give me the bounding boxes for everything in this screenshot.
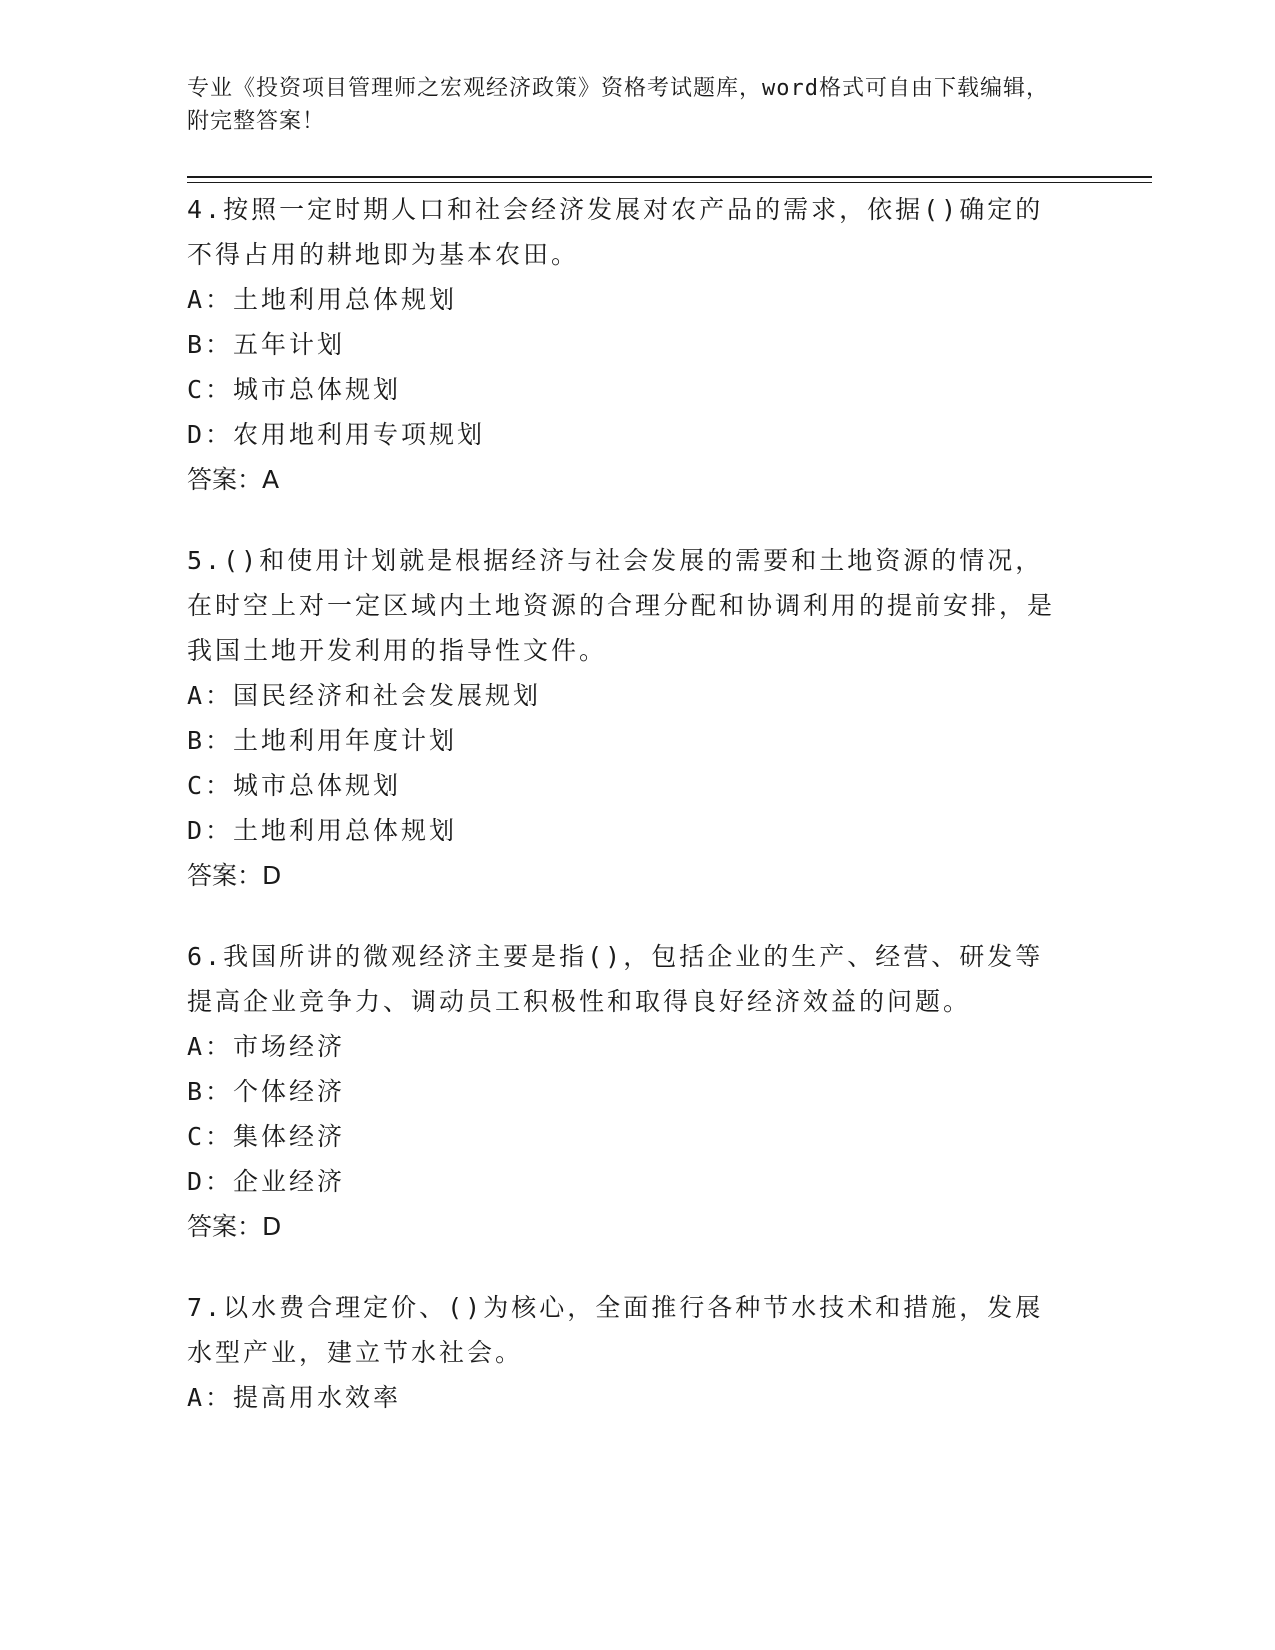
header-divider-thin xyxy=(187,182,1152,183)
option-c: C：集体经济 xyxy=(187,1122,346,1151)
question-list xyxy=(187,187,1067,1456)
question-stem: 4.按照一定时期人口和社会经济发展对农产品的需求，依据()确定的不得占用的耕地即为基本农田。 xyxy=(187,195,1044,269)
answer-label: 答案：A xyxy=(187,465,280,494)
question-4 xyxy=(187,187,1067,502)
option-c: C：城市总体规划 xyxy=(187,375,402,404)
option-c: C：城市总体规划 xyxy=(187,771,402,800)
question-stem: 7.以水费合理定价、()为核心，全面推行各种节水技术和措施，发展水型产业，建立节水社会。 xyxy=(187,1293,1044,1367)
header-divider-thick xyxy=(187,176,1152,178)
option-a: A：国民经济和社会发展规划 xyxy=(187,681,542,710)
question-6 xyxy=(187,934,1067,1249)
option-d: D：企业经济 xyxy=(187,1167,346,1196)
option-d: D：农用地利用专项规划 xyxy=(187,420,486,449)
question-stem: 6.我国所讲的微观经济主要是指()，包括企业的生产、经营、研发等提高企业竞争力、调动员工积极性和取得良好经济效益的问题。 xyxy=(187,942,1044,1016)
question-stem: 5.()和使用计划就是根据经济与社会发展的需要和土地资源的情况，在时空上对一定区域内土地资源的合理分配和协调利用的提前安排，是我国土地开发利用的指导性文件。 xyxy=(187,546,1056,665)
answer-label: 答案：D xyxy=(187,1212,282,1241)
option-b: B：土地利用年度计划 xyxy=(187,726,458,755)
option-d: D：土地利用总体规划 xyxy=(187,816,458,845)
answer-label: 答案：D xyxy=(187,861,282,890)
document-header: 专业《投资项目管理师之宏观经济政策》资格考试题库，word格式可自由下载编辑，附完整答案！ xyxy=(187,76,1049,134)
option-a: A：市场经济 xyxy=(187,1032,346,1061)
option-b: B：五年计划 xyxy=(187,330,346,359)
question-7 xyxy=(187,1285,1067,1420)
option-a: A：土地利用总体规划 xyxy=(187,285,458,314)
option-a: A：提高用水效率 xyxy=(187,1383,402,1412)
option-b: B：个体经济 xyxy=(187,1077,346,1106)
question-5 xyxy=(187,538,1067,898)
